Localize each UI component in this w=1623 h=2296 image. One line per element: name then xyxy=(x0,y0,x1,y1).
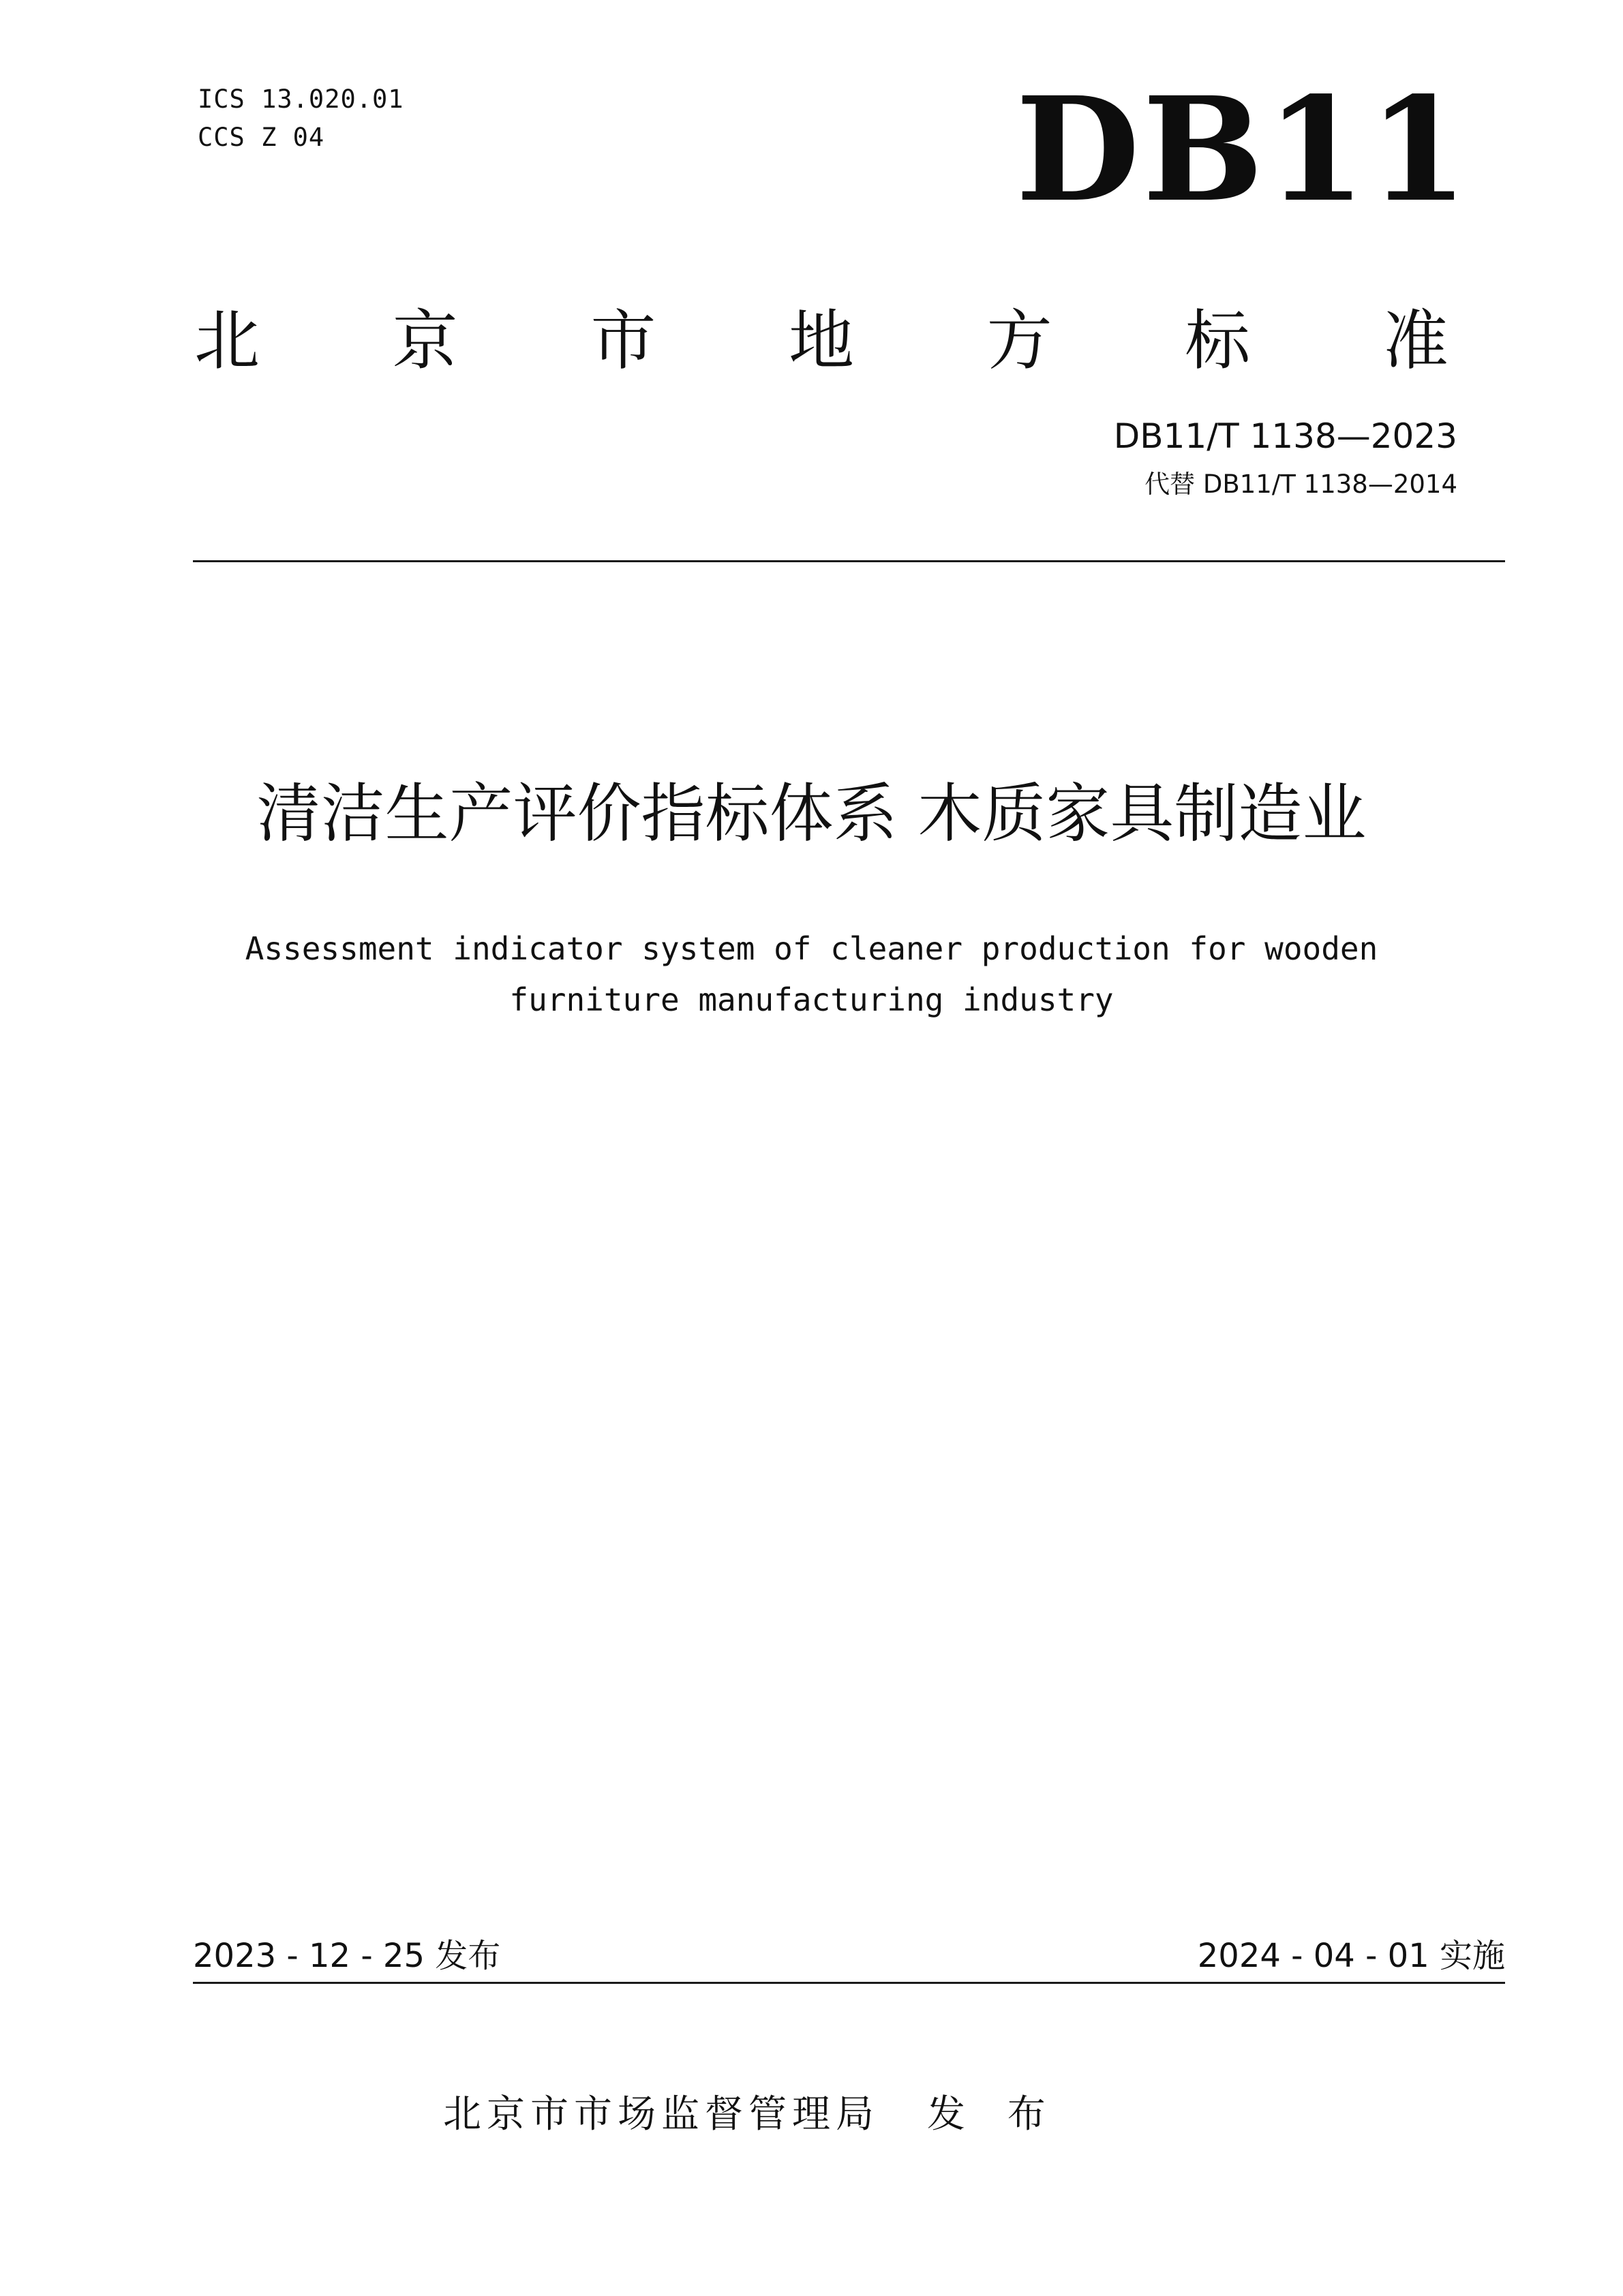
publish-date: 2023 - 12 - 25 发布 xyxy=(193,1937,501,1975)
standard-type-char: 京 xyxy=(392,303,458,379)
standard-type-char: 标 xyxy=(1185,303,1251,379)
standard-type-heading xyxy=(194,293,1448,388)
standard-type-char: 北 xyxy=(194,303,260,379)
standard-type-char: 方 xyxy=(986,303,1052,379)
standard-number: DB11/T 1138—2023 xyxy=(1113,416,1457,456)
title-chinese: 清洁生产评价指标体系 木质家具制造业 xyxy=(256,777,1367,851)
publisher-label: 发 布 xyxy=(927,2092,1061,2137)
implement-date: 2024 - 04 - 01 实施 xyxy=(1197,1937,1505,1975)
standard-type-char: 地 xyxy=(788,303,854,379)
top-divider xyxy=(193,560,1505,562)
title-english-line: Assessment indicator system of cleaner production for wooden xyxy=(245,930,1378,967)
ccs-code: CCS Z 04 xyxy=(198,123,325,152)
replaces-standard: 代替 DB11/T 1138—2014 xyxy=(1144,470,1457,499)
bottom-divider xyxy=(193,1982,1505,1984)
classification-codes xyxy=(198,80,404,157)
standard-type-char: 市 xyxy=(590,303,656,379)
title-english xyxy=(204,923,1419,1026)
standard-type-char: 准 xyxy=(1382,303,1448,379)
ics-code: ICS 13.020.01 xyxy=(198,85,404,114)
title-english-line: furniture manufacturing industry xyxy=(509,981,1114,1018)
db11-logo: DB11 xyxy=(1016,65,1471,234)
publisher xyxy=(443,2084,1061,2145)
publisher-name: 北京市市场监督管理局 xyxy=(443,2092,879,2137)
